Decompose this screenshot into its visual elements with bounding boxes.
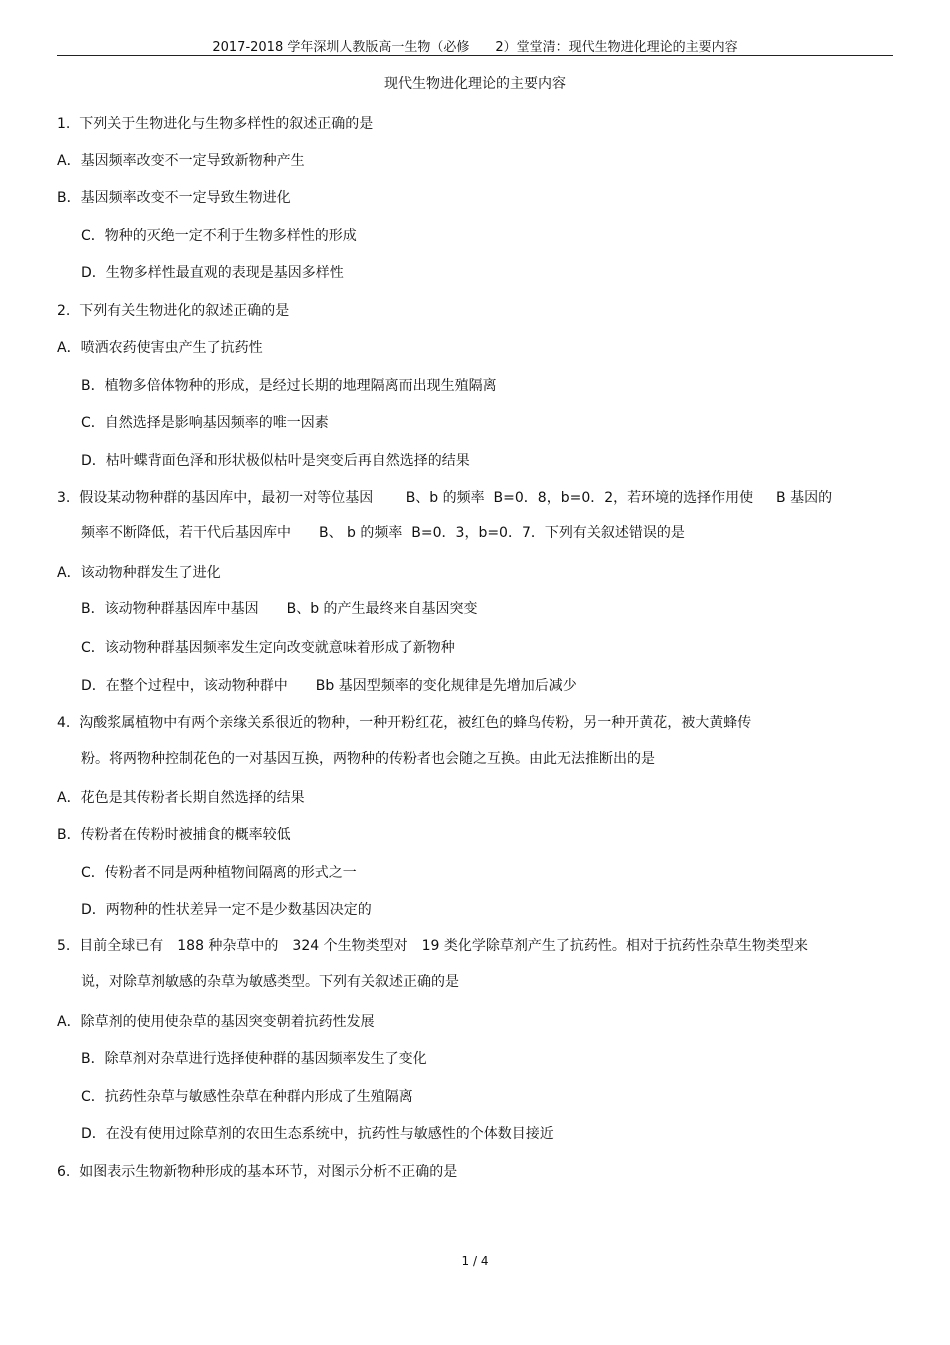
question-3-option-c: C．该动物种群基因频率发生定向改变就意味着形成了新物种 bbox=[81, 640, 455, 656]
question-2-option-d: D．枯叶蝶背面色泽和形状极似枯叶是突变后再自然选择的结果 bbox=[81, 453, 470, 469]
page-number: 1 / 4 bbox=[461, 1254, 489, 1268]
question-4-stem-line-1: 4. 沟酸浆属植物中有两个亲缘关系很近的物种，一种开粉红花，被红色的蜂鸟传粉，另一种开黄花，被大黄蜂传 bbox=[57, 715, 752, 731]
question-4-option-b: B．传粉者在传粉时被捕食的概率较低 bbox=[57, 827, 291, 843]
question-3-option-b: B．该动物种群基因库中基因 B、b 的产生最终来自基因突变 bbox=[81, 601, 478, 617]
question-3-option-d: D．在整个过程中，该动物种群中 Bb 基因型频率的变化规律是先增加后减少 bbox=[81, 678, 577, 694]
question-3-stem-line-2: 频率不断降低，若干代后基因库中 B、 b 的频率 B=0．3，b=0．7．下列有关叙述错误的是 bbox=[81, 525, 685, 541]
question-5-option-d: D．在没有使用过除草剂的农田生态系统中，抗药性与敏感性的个体数目接近 bbox=[81, 1126, 554, 1142]
header-divider bbox=[57, 55, 893, 56]
question-1-option-c: C．物种的灭绝一定不利于生物多样性的形成 bbox=[81, 228, 357, 244]
question-3-option-a: A．该动物种群发生了进化 bbox=[57, 565, 221, 581]
question-6-stem: 6. 如图表示生物新物种形成的基本环节，对图示分析不正确的是 bbox=[57, 1164, 458, 1180]
question-2-option-c: C．自然选择是影响基因频率的唯一因素 bbox=[81, 415, 329, 431]
document-title: 现代生物进化理论的主要内容 bbox=[384, 76, 566, 92]
question-5-option-b: B．除草剂对杂草进行选择使种群的基因频率发生了变化 bbox=[81, 1051, 427, 1067]
question-2-stem: 2. 下列有关生物进化的叙述正确的是 bbox=[57, 303, 290, 319]
question-1-stem: 1. 下列关于生物进化与生物多样性的叙述正确的是 bbox=[57, 116, 374, 132]
question-5-stem-line-1: 5. 目前全球已有 188 种杂草中的 324 个生物类型对 19 类化学除草剂产生了抗药性。相对于抗药性杂草生物类型来 bbox=[57, 938, 808, 954]
question-2-option-b: B．植物多倍体物种的形成，是经过长期的地理隔离而出现生殖隔离 bbox=[81, 378, 497, 394]
question-5-stem-line-2: 说，对除草剂敏感的杂草为敏感类型。下列有关叙述正确的是 bbox=[81, 974, 459, 990]
question-3-stem-line-1: 3. 假设某动物种群的基因库中，最初一对等位基因 B、b 的频率 B=0．8，b=0．2，若环境的选择作用使 B 基因的 bbox=[57, 490, 833, 506]
question-2-option-a: A．喷洒农药使害虫产生了抗药性 bbox=[57, 340, 263, 356]
question-1-option-b: B．基因频率改变不一定导致生物进化 bbox=[57, 190, 291, 206]
question-4-option-c: C．传粉者不同是两种植物间隔离的形式之一 bbox=[81, 865, 357, 881]
question-4-option-a: A．花色是其传粉者长期自然选择的结果 bbox=[57, 790, 305, 806]
question-1-option-d: D．生物多样性最直观的表现是基因多样性 bbox=[81, 265, 344, 281]
question-5-option-a: A．除草剂的使用使杂草的基因突变朝着抗药性发展 bbox=[57, 1014, 375, 1030]
question-4-option-d: D．两物种的性状差异一定不是少数基因决定的 bbox=[81, 902, 372, 918]
running-header: 2017-2018 学年深圳人教版高一生物（必修 2）堂堂清：现代生物进化理论的主要内容 bbox=[212, 40, 738, 55]
question-5-option-c: C．抗药性杂草与敏感性杂草在种群内形成了生殖隔离 bbox=[81, 1089, 413, 1105]
question-1-option-a: A．基因频率改变不一定导致新物种产生 bbox=[57, 153, 305, 169]
question-4-stem-line-2: 粉。将两物种控制花色的一对基因互换，两物种的传粉者也会随之互换。由此无法推断出的是 bbox=[81, 751, 655, 767]
